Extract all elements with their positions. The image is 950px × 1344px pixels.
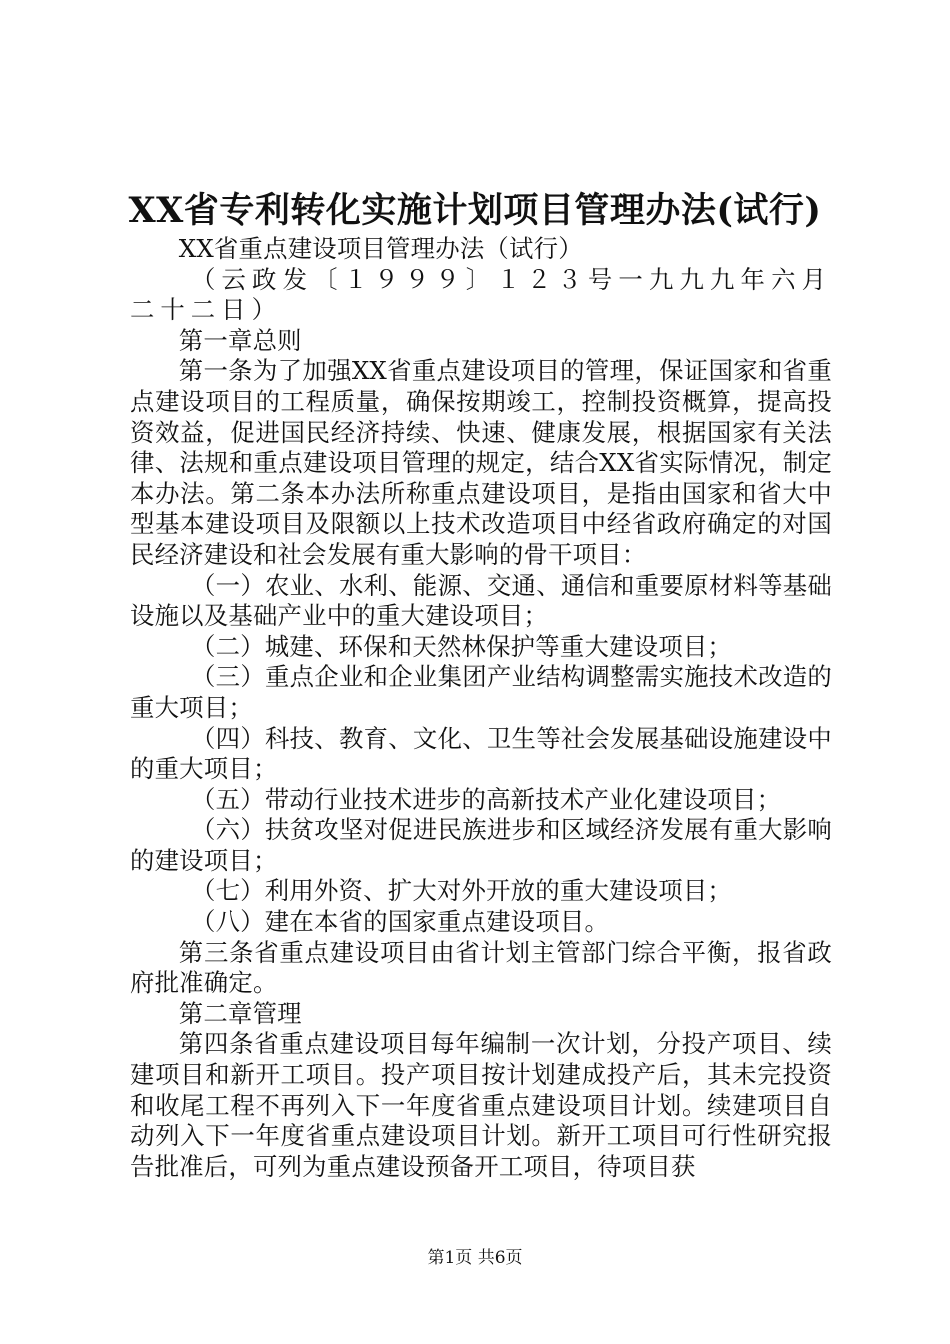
body-paragraph: 第一条为了加强XX省重点建设项目的管理，保证国家和省重点建设项目的工程质量，确保按期竣工，控制投资概算，提高投资效益，促进国民经济持续、快速、健康发展，根据国家有关法律、法规和重点建设项目管理的规定，结合XX省实际情况，制定本办法。第二条本办法所称重点建设项目，是指由国家和省大中型基本建设项目及限额以上技术改造项目中经省政府确定的对国民经济建设和社会发展有重大影响的骨干项目： bbox=[130, 356, 832, 569]
subtitle-paragraph: XX省重点建设项目管理办法（试行） bbox=[178, 234, 583, 263]
chapter-heading: 第一章总则 bbox=[178, 325, 302, 355]
list-item: （六）扶贫攻坚对促进民族进步和区域经济发展有重大影响的建设项目； bbox=[130, 815, 832, 875]
decree-number-paragraph: （云政发〔１９９９〕１２３号一九九九年六月二十二日） bbox=[130, 264, 832, 325]
list-item: （五）带动行业技术进步的高新技术产业化建设项目； bbox=[191, 784, 782, 814]
list-item: （八）建在本省的国家重点建设项目。 bbox=[191, 907, 610, 937]
body-paragraph: 第三条省重点建设项目由省计划主管部门综合平衡，报省政府批准确定。 bbox=[130, 937, 832, 998]
document-title: XX省专利转化实施计划项目管理办法(试行) bbox=[128, 190, 822, 231]
list-item: （七）利用外资、扩大对外开放的重大建设项目； bbox=[191, 876, 732, 906]
document-body bbox=[130, 234, 832, 1182]
body-paragraph: 第四条省重点建设项目每年编制一次计划，分投产项目、续建项目和新开工项目。投产项目按计划建成投产后，其未完投资和收尾工程不再列入下一年度省重点建设项目计划。续建项目自动列入下一年度省重点建设项目计划。新开工项目可行性研究报告批准后，可列为重点建设预备开工项目，待项目获 bbox=[130, 1029, 832, 1181]
list-item: （三）重点企业和企业集团产业结构调整需实施技术改造的重大项目； bbox=[130, 662, 832, 722]
list-item: （四）科技、教育、文化、卫生等社会发展基础设施建设中的重大项目； bbox=[130, 723, 832, 784]
chapter-heading: 第二章管理 bbox=[178, 998, 302, 1028]
list-item: （一）农业、水利、能源、交通、通信和重要原材料等基础设施以及基础产业中的重大建设项目； bbox=[130, 570, 832, 631]
page-footer: 第1页 共6页 bbox=[427, 1248, 523, 1268]
list-item: （二）城建、环保和天然林保护等重大建设项目； bbox=[191, 631, 732, 661]
